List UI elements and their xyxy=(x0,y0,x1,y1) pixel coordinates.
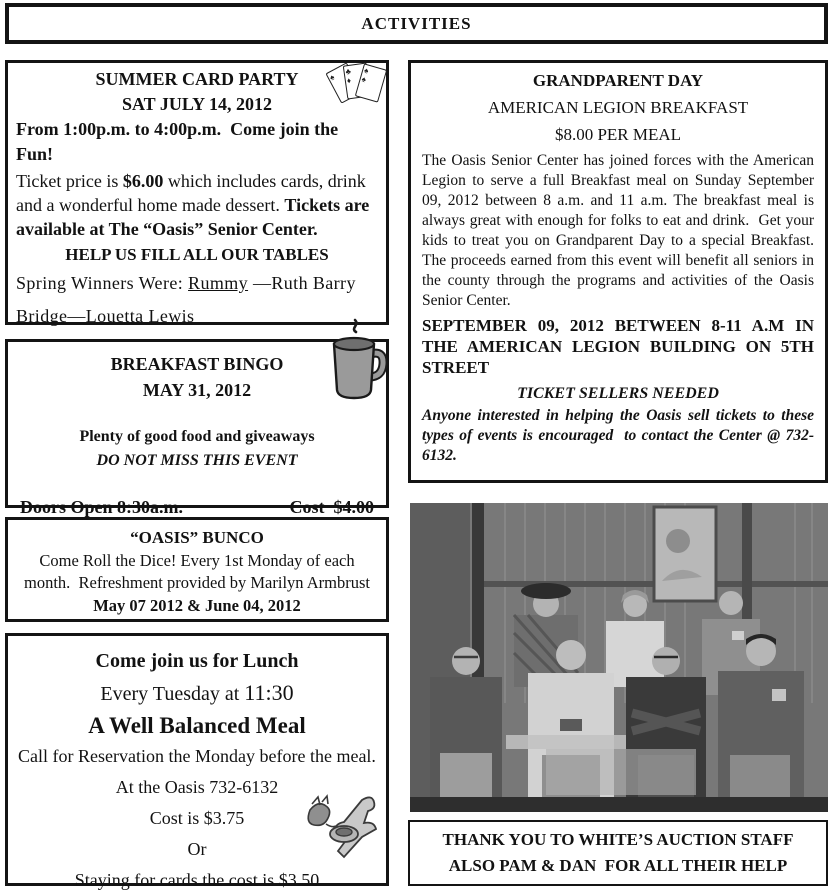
card-party-ticket-info xyxy=(16,169,378,241)
ticket-sellers-heading: TICKET SELLERS NEEDED xyxy=(517,385,719,402)
ticket-text-2: which includes cards, drink and a wonderful home made dessert. xyxy=(16,171,366,215)
lunch-cost-line: Cost is $3.75 xyxy=(149,808,245,828)
bunco-dates: May 07 2012 & June 04, 2012 xyxy=(93,596,301,615)
bingo-title: BREAKFAST BINGO xyxy=(110,354,284,374)
winners-rummy xyxy=(16,267,378,300)
winners-bridge xyxy=(16,300,378,333)
thanks-line1: THANK YOU TO WHITE’S AUCTION STAFF xyxy=(442,830,794,849)
lunch-time: 11:30 xyxy=(244,680,294,705)
lunch-clipart-icon xyxy=(292,792,388,862)
lunch-phone-line: At the Oasis 732-6132 xyxy=(115,777,279,797)
bunco-body: Come Roll the Dice! Every 1st Monday of each month. Refreshment provided by Marilyn Armbrust xyxy=(24,551,370,592)
grandparent-when-where: SEPTEMBER 09, 2012 BETWEEN 8-11 A.M IN THE AMERICAN LEGION BUILDING ON 5TH STREET xyxy=(422,316,814,377)
oasis-bunco-box xyxy=(5,517,389,622)
bingo-line1: Plenty of good food and giveaways xyxy=(79,428,315,445)
lunch-title: Come join us for Lunch xyxy=(95,650,299,672)
bridge-label: Bridge xyxy=(16,306,68,326)
card-party-time: From 1:00p.m. to 4:00p.m. Come join the Fun! xyxy=(16,119,343,164)
lunch-schedule-text: Every Tuesday at xyxy=(100,683,245,705)
grandparent-day-box xyxy=(408,60,828,483)
card-party-help-line: HELP US FILL ALL OUR TABLES xyxy=(65,245,329,264)
group-photo xyxy=(410,503,828,812)
grandparent-subtitle: AMERICAN LEGION BREAKFAST xyxy=(487,98,749,117)
ticket-availability: Tickets are available at The “Oasis” Senior Center. xyxy=(16,195,370,239)
bingo-date: MAY 31, 2012 xyxy=(142,380,252,400)
lunch-meal-line: A Well Balanced Meal xyxy=(88,713,306,738)
bingo-footer-row xyxy=(20,497,374,518)
bunco-title: “OASIS” BUNCO xyxy=(130,528,264,547)
thank-you-box xyxy=(408,820,828,886)
ticket-sellers-note: Anyone interested in helping the Oasis sell tickets to these types of events is encouraged to contact the Center @ 732-6132. xyxy=(422,407,818,464)
playing-card: ♠ xyxy=(325,62,362,103)
card-party-title: SUMMER CARD PARTY xyxy=(95,69,299,89)
page-header xyxy=(5,3,828,44)
rummy-winner: —Ruth Barry xyxy=(248,273,356,293)
grandparent-body: The Oasis Senior Center has joined forces with the American Legion to serve a full Breakfast meal on Sunday September 09, 2012 between 8 a.m. and 11 a.m. The breakfast meal is always great with enough for folks to eat and drink. Get your kids to treat you on Grandparent Day to a special Breakfast. The proceeds earned from this event will benefit all seniors in the county through the programs and activities of the Oasis Senior Center. xyxy=(422,152,818,309)
ticket-price: $6.00 xyxy=(122,171,164,191)
card-party-date: SAT JULY 14, 2012 xyxy=(121,94,273,114)
coffee-mug-icon xyxy=(326,318,392,404)
thanks-line2: ALSO PAM & DAN FOR ALL THEIR HELP xyxy=(448,856,788,875)
bridge-winner: —Louetta Lewis xyxy=(67,306,195,326)
grandparent-price: $8.00 PER MEAL xyxy=(554,125,682,144)
bingo-doors-open: Doors Open 8:30a.m. xyxy=(20,497,183,517)
lunch-cards-cost-line: Staying for cards the cost is $3.50 xyxy=(74,870,320,890)
grandparent-title: GRANDPARENT DAY xyxy=(532,71,704,90)
page-title: ACTIVITIES xyxy=(361,13,472,33)
playing-card: ♣ ♦ xyxy=(343,62,371,99)
lunch-or-line: Or xyxy=(187,839,207,859)
bingo-line2: DO NOT MISS THIS EVENT xyxy=(96,452,298,469)
lunch-reservation-line: Call for Reservation the Monday before the meal. xyxy=(18,746,376,766)
lunch-schedule xyxy=(16,677,378,710)
playing-card: ♠ ♠ xyxy=(355,63,387,102)
winners-intro: Spring Winners Were: xyxy=(16,273,189,293)
ticket-text: Ticket price is xyxy=(16,171,123,191)
rummy-label: Rummy xyxy=(188,273,249,293)
bingo-cost: Cost $4.00 xyxy=(289,497,374,517)
playing-cards-icon xyxy=(330,60,388,112)
